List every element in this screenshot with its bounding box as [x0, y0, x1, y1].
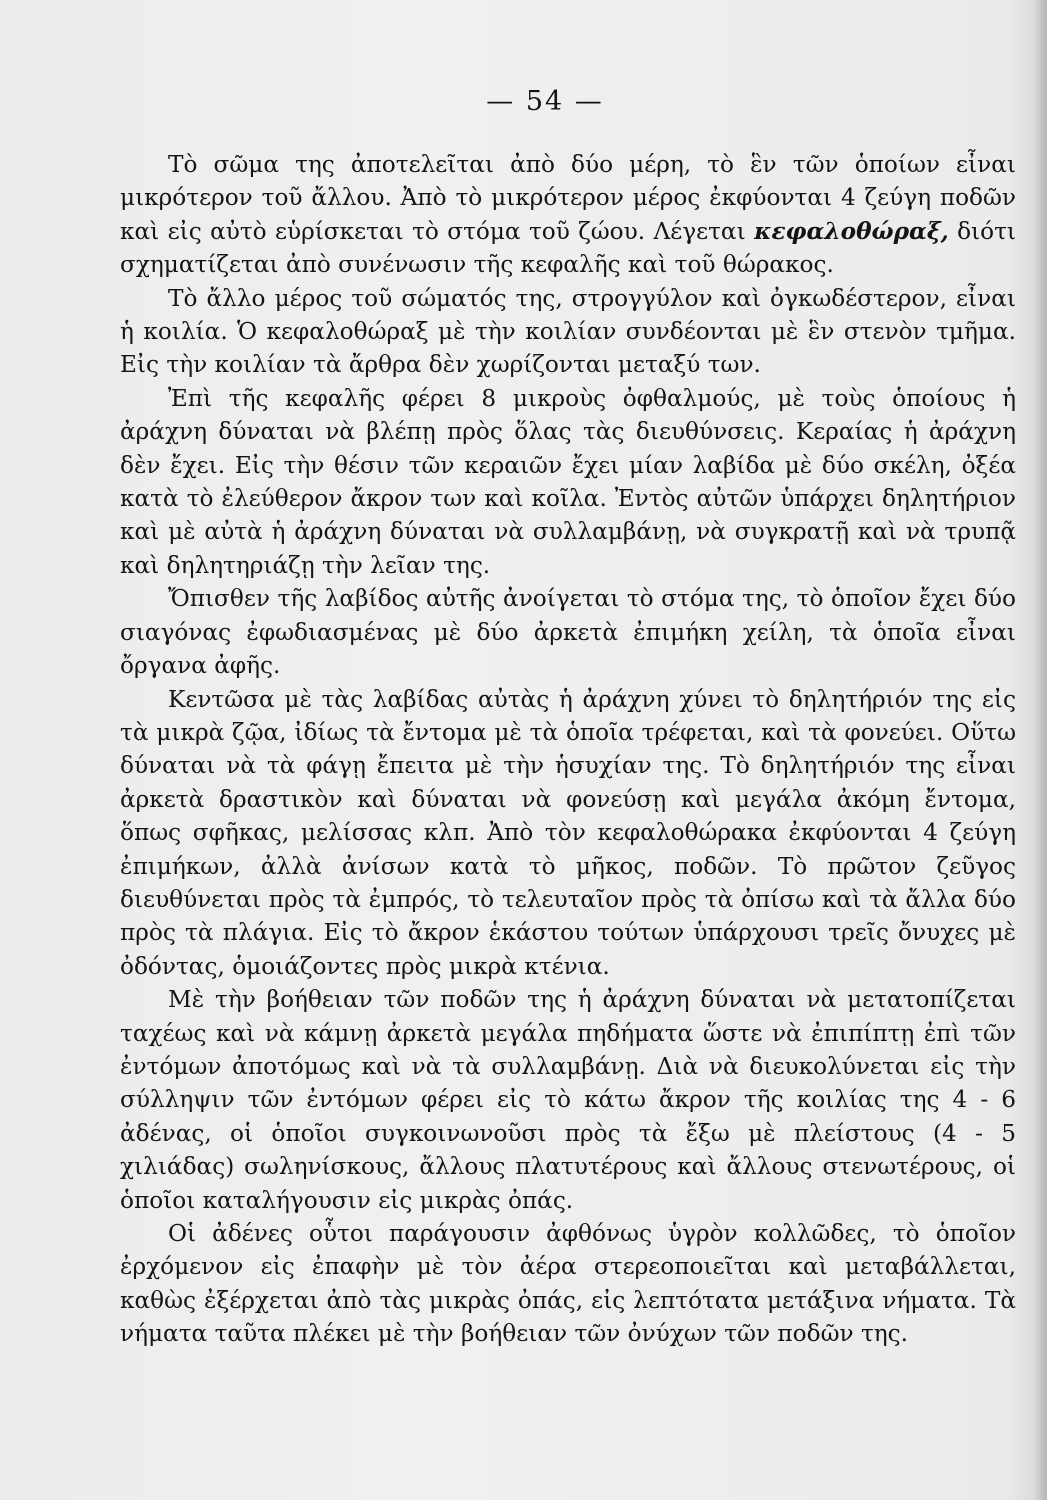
paragraph-1: [120, 148, 1016, 282]
paragraph-3: Ἐπὶ τῆς κεφαλῆς φέρει 8 μικροὺς ὀφθαλμούς, μὲ τοὺς ὁποίους ἡ ἀράχνη δύναται νὰ βλέπῃ πρὸς ὅλας τὰς διευθύνσεις. Κεραίας ἡ ἀράχνη δὲν ἔχει. Εἰς τὴν θέσιν τῶν κεραιῶν ἔχει μίαν λαβίδα μὲ δύο σκέλη, ὀξέα κατὰ τὸ ἐλεύθερον ἄκρον των καὶ κοῖλα. Ἐντὸς αὐτῶν ὑπάρχει δηλητήριον καὶ μὲ αὐτὰ ἡ ἀράχνη δύναται νὰ συλλαμβάνῃ, νὰ συγκρατῇ καὶ νὰ τρυπᾷ καὶ δηλητηριάζῃ τὴν λεῖαν της.: [120, 384, 1016, 579]
paragraph-5: Κεντῶσα μὲ τὰς λαβίδας αὐτὰς ἡ ἀράχνη χύνει τὸ δηλητήριόν της εἰς τὰ μικρὰ ζῷα, ἰδίως τὰ ἔντομα μὲ τὰ ὁποῖα τρέφεται, καὶ τὰ φονεύει. Οὕτω δύναται νὰ τὰ φάγῃ ἔπειτα μὲ τὴν ἡσυχίαν της. Τὸ δηλητήριόν της εἶναι ἀρκετὰ δραστικὸν καὶ δύναται νὰ φονεύσῃ καὶ μεγάλα ἀκόμη ἔντομα, ὅπως σφῆκας, μελίσσας κλπ. Ἀπὸ τὸν κεφαλοθώρακα ἐκφύονται 4 ζεύγη ἐπιμήκων, ἀλλὰ ἀνίσων κατὰ τὸ μῆκος, ποδῶν. Τὸ πρῶτον ζεῦγος διευθύνεται πρὸς τὰ ἐμπρός, τὸ τελευταῖον πρὸς τὰ ὀπίσω καὶ τὰ ἄλλα δύο πρὸς τὰ πλάγια. Εἰς τὸ ἄκρον ἑκάστου τούτων ὑπάρχουσι τρεῖς ὄνυχες μὲ ὀδόντας, ὁμοιάζοντες πρὸς μικρὰ κτένια.: [120, 685, 1016, 980]
page-edge-shadow: [1033, 0, 1047, 1500]
paragraph-1-text-a: Τὸ σῶμα της ἀποτελεῖται ἀπὸ δύο μέρη, τὸ ἓν τῶν ὁποίων εἶναι μικρότερον τοῦ ἄλλου. Ἀπὸ τὸ μικρότερον μέρος ἐκφύονται 4 ζεύγη ποδῶν καὶ εἰς αὐτὸ εὑρίσκεται τὸ στόμα τοῦ ζώου. Λέγεται: [120, 151, 1016, 245]
paragraph-2: Τὸ ἄλλο μέρος τοῦ σώματός της, στρογγύλον καὶ ὀγκωδέστερον, εἶναι ἡ κοιλία. Ὁ κεφαλοθώραξ μὲ τὴν κοιλίαν συνδέονται μὲ ἓν στενὸν τμῆμα. Εἰς τὴν κοιλίαν τὰ ἄρθρα δὲν χωρίζονται μεταξύ των.: [120, 284, 1016, 379]
paragraph-7: Οἱ ἀδένες οὗτοι παράγουσιν ἀφθόνως ὑγρὸν κολλῶδες, τὸ ὁποῖον ἐρχόμενον εἰς ἐπαφὴν μὲ τὸν ἀέρα στερεοποιεῖται καὶ μεταβάλλεται, καθὼς ἐξέρχεται ἀπὸ τὰς μικρὰς ὀπάς, εἰς λεπτότατα μετάξινα νήματα. Τὰ νήματα ταῦτα πλέκει μὲ τὴν βοήθειαν τῶν ὀνύχων τῶν ποδῶν της.: [120, 1220, 1016, 1348]
paragraph-4: Ὄπισθεν τῆς λαβίδος αὐτῆς ἀνοίγεται τὸ στόμα της, τὸ ὁποῖον ἔχει δύο σιαγόνας ἐφωδιασμένας μὲ δύο ἀρκετὰ ἐπιμήκη χείλη, τὰ ὁποῖα εἶναι ὄργανα ἀφῆς.: [120, 585, 1016, 680]
page-body-text: [120, 148, 1016, 1351]
paragraph-1-text-b: διότι σχηματίζεται ἀπὸ συνένωσιν τῆς κεφαλῆς καὶ τοῦ θώρακος.: [120, 217, 1017, 279]
paragraph-1-term: κεφαλοθώραξ,: [754, 217, 949, 245]
paragraph-6: Μὲ τὴν βοήθειαν τῶν ποδῶν της ἡ ἀράχνη δύναται νὰ μετατοπίζεται ταχέως καὶ νὰ κάμνῃ ἀρκετὰ μεγάλα πηδήματα ὥστε νὰ ἐπιπίπτῃ ἐπὶ τῶν ἐντόμων ἀποτόμως καὶ νὰ τὰ συλλαμβάνῃ. Διὰ νὰ διευκολύνεται εἰς τὴν σύλληψιν τῶν ἐντόμων φέρει εἰς τὸ κάτω ἄκρον τῆς κοιλίας της 4 - 6 ἀδένας, οἱ ὁποῖοι συγκοινωνοῦσι πρὸς τὰ ἔξω μὲ πλείστους (4 - 5 χιλιάδας) σωληνίσκους, ἄλλους πλατυτέρους καὶ ἄλλους στενωτέρους, οἱ ὁποῖοι καταλήγουσιν εἰς μικρὰς ὀπάς.: [120, 986, 1016, 1214]
page-number: — 54 —: [486, 86, 604, 117]
